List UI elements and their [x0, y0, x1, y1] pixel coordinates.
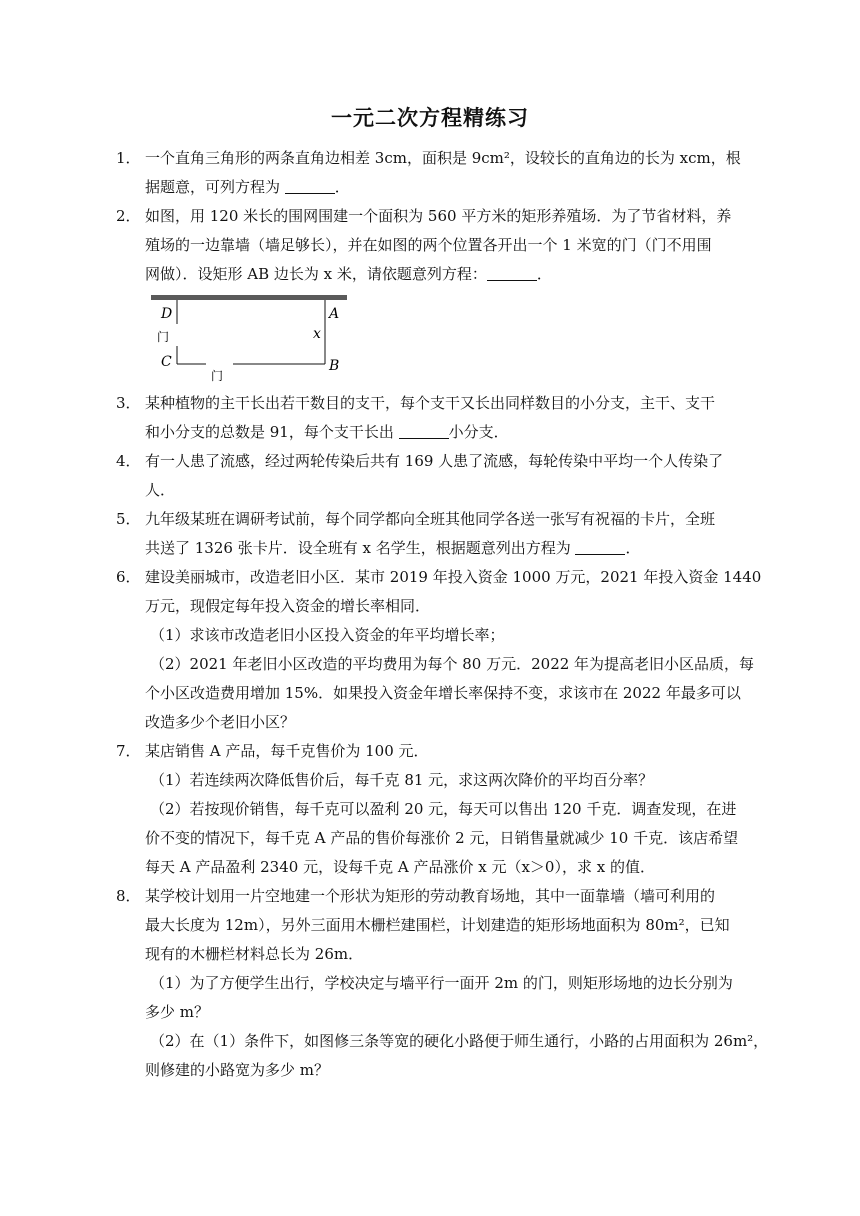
label-D: D — [161, 306, 173, 322]
q6-line-1: 建设美丽城市，改造老旧小区．某市 2019 年投入资金 1000 万元，2021 年投入资金 1440 — [145, 568, 762, 586]
q1-text: 据题意，可列方程为 — [145, 178, 285, 196]
q5-line-2 — [145, 538, 641, 558]
q2-line-3 — [145, 264, 552, 284]
q6-part-2-line-3: 改造多少个老旧小区？ — [145, 713, 296, 731]
q2-line-2: 殖场的一边靠墙（墙足够长），并在如图的两个位置各开出一个 1 米宽的门（门不用围 — [145, 236, 712, 254]
q4-line-1: 有一人患了流感，经过两轮传染后共有 169 人患了流感，每轮传染中平均一个人传染了 — [145, 452, 724, 470]
q5-period: ． — [625, 539, 641, 557]
q7-line-1: 某店销售 A 产品，每千克售价为 100 元． — [145, 742, 429, 760]
q8-number: 8． — [116, 887, 141, 905]
page-title: 一元二次方程精练习 — [331, 106, 529, 130]
q3-text: 和小分支的总数是 91，每个支干长出 — [145, 423, 399, 441]
q6-line-2: 万元，现假定每年投入资金的增长率相同． — [145, 597, 431, 615]
q6-number: 6． — [116, 568, 141, 586]
q6-part-2-line-1: （2）2021 年老旧小区改造的平均费用为每个 80 万元．2022 年为提高老旧小区品质，每 — [150, 655, 755, 673]
q2-number: 2． — [116, 207, 141, 225]
q3-line-2 — [145, 422, 509, 442]
q8-part-2-line-1: （2）在（1）条件下，如图修三条等宽的硬化小路便于师生通行，小路的占用面积为 26m²， — [150, 1032, 769, 1050]
label-C: C — [161, 354, 172, 370]
q5-number: 5． — [116, 510, 141, 528]
label-A: A — [329, 306, 340, 322]
q4-number: 4． — [116, 452, 141, 470]
q8-line-2: 最大长度为 12m），另外三面用木栅栏建围栏，计划建造的矩形场地面积为 80m²，已知 — [145, 916, 730, 934]
q5-answer-blank — [575, 540, 625, 555]
q3-tail: 小分支． — [448, 423, 509, 441]
q8-line-1: 某学校计划用一片空地建一个形状为矩形的劳动教育场地，其中一面靠墙（墙可利用的 — [145, 887, 716, 905]
label-B: B — [329, 358, 340, 374]
q7-part-2-line-2: 价不变的情况下，每千克 A 产品的售价每涨价 2 元，日销售量就减少 10 千克．该店希望 — [145, 829, 739, 847]
q1-answer-blank — [285, 179, 335, 194]
q6-part-1: （1）求该市改造老旧小区投入资金的年平均增长率； — [150, 626, 505, 644]
q3-answer-blank — [399, 424, 449, 439]
q7-part-2-line-3: 每天 A 产品盈利 2340 元，设每千克 A 产品涨价 x 元（x＞0），求 x 的值． — [145, 858, 655, 876]
q8-line-3: 现有的木栅栏材料总长为 26m． — [145, 945, 364, 963]
q8-part-2-line-2: 则修建的小路宽为多少 m？ — [145, 1061, 329, 1079]
q7-part-1: （1）若连续两次降低售价后，每千克 81 元，求这两次降价的平均百分率？ — [150, 771, 654, 789]
wall-bar — [151, 295, 347, 300]
q2-figure-svg — [145, 292, 355, 384]
q2-period: ． — [536, 265, 552, 283]
q3-line-1: 某种植物的主干长出若干数目的支干，每个支干又长出同样数目的小分支，主干、支干 — [145, 394, 716, 412]
q3-number: 3． — [116, 394, 141, 412]
q2-line-1: 如图，用 120 米长的围网围建一个面积为 560 平方米的矩形养殖场．为了节省材料，养 — [145, 207, 732, 225]
q5-line-1: 九年级某班在调研考试前，每个同学都向全班其他同学各送一张写有祝福的卡片，全班 — [145, 510, 716, 528]
door-left-label: 门 — [157, 330, 170, 344]
q5-text: 共送了 1326 张卡片．设全班有 x 名学生，根据题意列出方程为 — [145, 539, 576, 557]
q8-part-1-line-2: 多少 m？ — [145, 1003, 209, 1021]
q6-part-2-line-2: 个小区改造费用增加 15%．如果投入资金年增长率保持不变，求该市在 2022 年最多可以 — [145, 684, 741, 702]
q2-rectangle-figure — [145, 292, 355, 384]
label-x: x — [313, 326, 321, 342]
q7-part-2-line-1: （2）若按现价销售，每千克可以盈利 20 元，每天可以售出 120 千克．调查发现，在进 — [150, 800, 737, 818]
q7-number: 7． — [116, 742, 141, 760]
q1-line-2 — [145, 177, 350, 197]
q1-line-1: 一个直角三角形的两条直角边相差 3cm，面积是 9cm²，设较长的直角边的长为 xcm，根 — [145, 149, 741, 167]
door-bottom-label: 门 — [211, 369, 224, 383]
q1-number: 1． — [116, 149, 141, 167]
q2-text: 网做）．设矩形 AB 边长为 x 米，请依题意列方程： — [145, 265, 487, 283]
q8-part-1-line-1: （1）为了方便学生出行，学校决定与墙平行一面开 2m 的门，则矩形场地的边长分别为 — [150, 974, 733, 992]
q1-period: ． — [334, 178, 350, 196]
q4-line-2: 人． — [145, 481, 176, 499]
q2-answer-blank — [487, 266, 537, 281]
